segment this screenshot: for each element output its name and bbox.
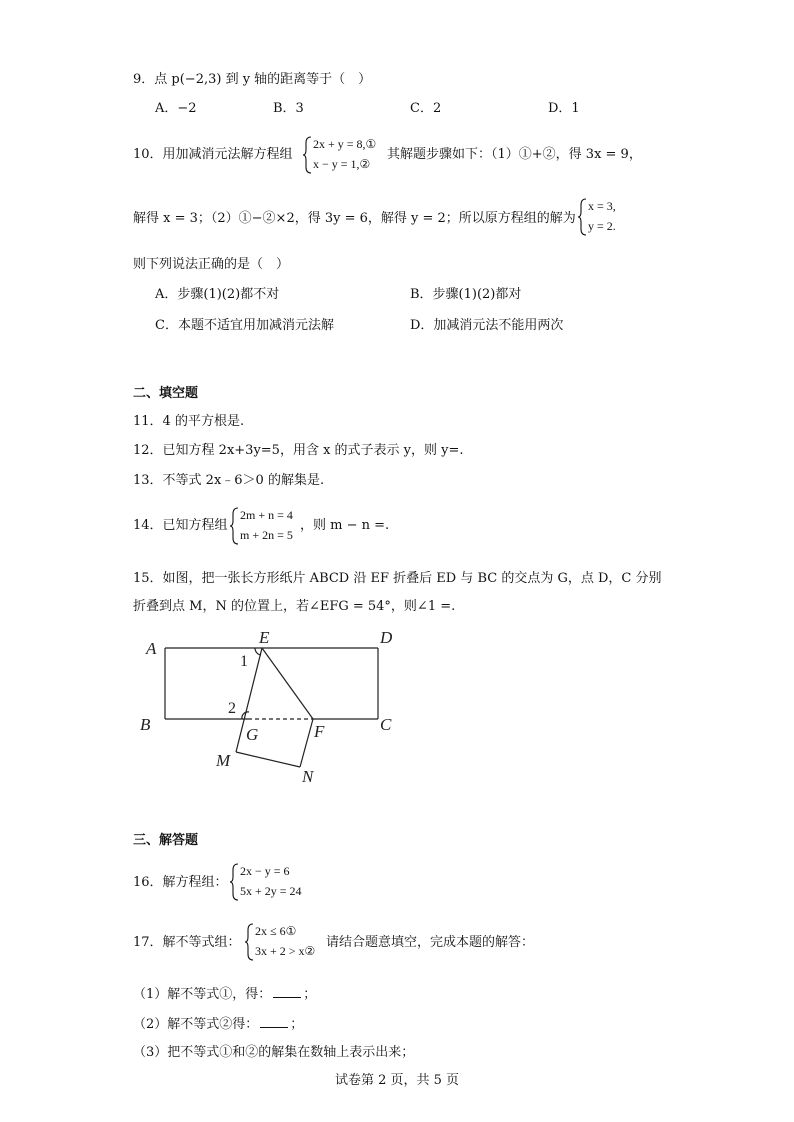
q10-option-a: A．步骤(1)(2)都不对 [155, 287, 280, 302]
q10-line2: 解得 x = 3；（2）①−②×2，得 3y = 6，解得 y = 2；所以原方程组的解为 [133, 211, 576, 226]
label-f: F [314, 722, 325, 741]
q17-suffix: 请结合题意填空，完成本题的解答： [326, 935, 535, 950]
q17-part1 [133, 985, 316, 1004]
q15-line2: 折叠到点 M，N 的位置上，若∠EFG = 54°，则∠1 =. [133, 599, 456, 614]
q17-inequality-1: 2x ≤ 6① [255, 924, 297, 938]
q16-equation-1: 2x − y = 6 [240, 864, 290, 878]
left-brace-icon [245, 922, 255, 962]
page-footer: 试卷第 2 页，共 5 页 [334, 1073, 460, 1088]
label-angle-1: 1 [240, 653, 248, 670]
q17-part2-end: ； [290, 1017, 304, 1032]
q14-equation-1: 2m + n = 4 [240, 508, 293, 522]
label-d: D [380, 628, 393, 647]
q14-suffix: ，则 m − n =. [300, 518, 390, 533]
label-angle-2: 2 [228, 700, 236, 717]
q10-solution-y: y = 2. [588, 219, 616, 233]
q17-inequality-system [245, 922, 325, 962]
q13-text: 13．不等式 2x﹣6＞0 的解集是. [133, 473, 325, 488]
label-b: B [140, 715, 151, 734]
section-solution-title: 三、解答题 [133, 833, 199, 848]
label-c: C [380, 715, 392, 734]
q16-equation-2: 5x + 2y = 24 [240, 884, 302, 898]
q17-part3: （3）把不等式①和②的解集在数轴上表示出来； [133, 1045, 415, 1060]
q14-equation-2: m + 2n = 5 [240, 528, 293, 542]
q9-stem: 9．点 p(−2,3) 到 y 轴的距离等于（ ） [133, 72, 372, 87]
edge-ef [262, 648, 313, 719]
q11-text: 11．4 的平方根是. [133, 414, 245, 429]
label-m: M [216, 751, 231, 770]
q15-line1: 15．如图，把一张长方形纸片 ABCD 沿 EF 折叠后 ED 与 BC 的交点为 G，点 D，C 分别 [133, 571, 662, 586]
q9-option-a: A．−2 [155, 101, 197, 116]
q9-option-b: B．3 [273, 101, 304, 116]
label-e: E [259, 628, 270, 647]
q10-equation-2: x − y = 1,② [313, 157, 371, 171]
q14-prefix: 14．已知方程组 [133, 518, 228, 533]
label-g: G [246, 725, 259, 744]
q9-option-d: D．1 [548, 101, 580, 116]
q17-part1-end: ； [303, 987, 317, 1002]
q17-part2-text: （2）解不等式②得： [133, 1017, 259, 1032]
q16-prefix: 16．解方程组： [133, 875, 228, 890]
q10-option-d: D．加减消元法不能用两次 [410, 318, 564, 333]
q10-option-b: B．步骤(1)(2)都对 [410, 287, 522, 302]
answer-blank-2[interactable] [260, 1015, 288, 1028]
answer-blank-1[interactable] [273, 985, 301, 998]
q16-equation-system [230, 862, 310, 902]
label-a: A [146, 639, 157, 658]
q12-text: 12．已知方程 2x+3y=5，用含 x 的式子表示 y，则 y=. [133, 443, 464, 458]
section-fill-in-title: 二、填空题 [133, 386, 199, 401]
q10-option-c: C．本题不适宜用加减消元法解 [155, 318, 334, 333]
q10-stem-prefix: 10．用加减消元法解方程组 [133, 147, 293, 162]
q9-option-c: C．2 [410, 101, 442, 116]
q10-equation-1: 2x + y = 8,① [313, 137, 377, 151]
q17-part2 [133, 1015, 303, 1034]
q17-part1-text: （1）解不等式①，得： [133, 987, 272, 1002]
q10-solution-x: x = 3, [588, 199, 616, 213]
edge-nf [300, 719, 313, 767]
edge-mn [236, 752, 300, 767]
q10-stem-suffix: 其解题步骤如下：（1）①+②，得 3x = 9， [387, 147, 642, 162]
q17-inequality-2: 3x + 2 > x② [255, 944, 316, 958]
q10-question: 则下列说法正确的是（ ） [133, 257, 290, 272]
left-brace-icon [230, 862, 240, 902]
label-n: N [302, 767, 314, 786]
q17-prefix: 17．解不等式组： [133, 935, 241, 950]
